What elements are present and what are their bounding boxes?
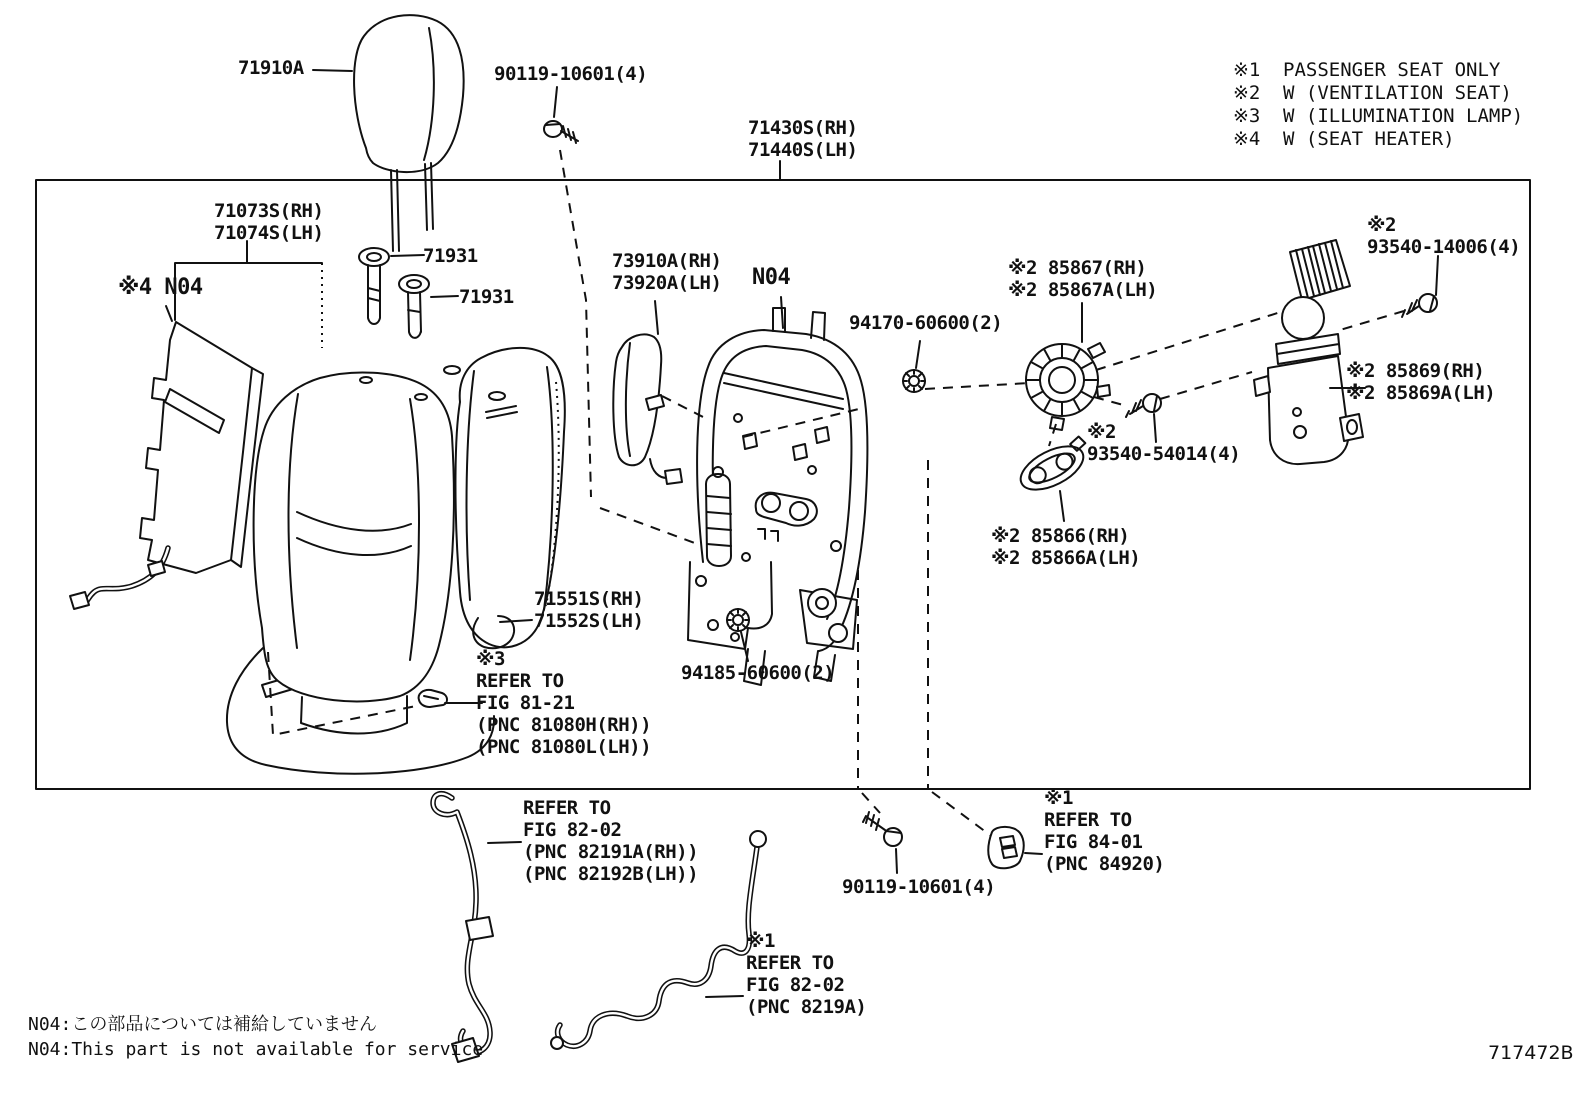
legend xyxy=(1233,59,1523,151)
label-71931-a: 71931 xyxy=(423,245,478,267)
headrest-drawing xyxy=(354,15,464,251)
label-85867: ※2 85867(RH) ※2 85867A(LH) xyxy=(1008,257,1158,301)
leader-71910A xyxy=(313,70,352,71)
leader-8202a xyxy=(488,842,521,843)
nut-94185-drawing xyxy=(727,609,749,631)
leader-94170 xyxy=(916,341,920,368)
label-71430S: 71430S(RH) 71440S(LH) xyxy=(748,117,858,161)
service-notes xyxy=(28,1012,483,1062)
leader-71931-a xyxy=(391,255,424,256)
leader-90119-bottom xyxy=(896,849,897,873)
leader-85866 xyxy=(1060,491,1064,521)
screw-54014-drawing xyxy=(1126,394,1161,417)
label-94185: 94185-60600(2) xyxy=(681,662,835,684)
leader-8202b xyxy=(706,996,743,997)
screw-14006-drawing xyxy=(1402,294,1437,317)
seat-frame-drawing xyxy=(688,308,867,685)
legend-row: ※4 W (SEAT HEATER) xyxy=(1233,128,1455,150)
legend-row: ※3 W (ILLUMINATION LAMP) xyxy=(1233,105,1524,127)
label-71073S: 71073S(RH) 71074S(LH) xyxy=(214,200,324,244)
legend-row: ※2 W (VENTILATION SEAT) xyxy=(1233,82,1512,104)
bolt-90119-bottom-drawing xyxy=(863,812,902,846)
label-ref-fig-81-21: ※3 REFER TO FIG 81-21 (PNC 81080H(RH)) (PNC 81080L(LH)) xyxy=(476,648,652,758)
note-english: N04:This part is not available for service xyxy=(28,1039,484,1060)
dash-bolt-top xyxy=(560,150,591,497)
nut-94170-drawing xyxy=(903,370,925,392)
label-85866: ※2 85866(RH) ※2 85866A(LH) xyxy=(991,525,1141,569)
figure-code: 717472B xyxy=(1488,1042,1574,1064)
leader-14006 xyxy=(1436,256,1438,295)
gasket-85866-drawing xyxy=(1014,434,1096,498)
blower-fan-drawing xyxy=(1026,343,1110,430)
duct-85869-drawing xyxy=(1254,240,1363,464)
label-90119-top: 90119-10601(4) xyxy=(494,63,648,85)
label-ref-fig-84-01: ※1 REFER TO FIG 84-01 (PNC 84920) xyxy=(1044,787,1165,875)
leader-90119-top xyxy=(554,87,557,117)
label-90119-bottom: 90119-10601(4) xyxy=(842,876,996,898)
leader-n04-heater xyxy=(166,306,172,321)
label-85869: ※2 85869(RH) ※2 85869A(LH) xyxy=(1346,360,1496,404)
clip-84920-drawing xyxy=(988,827,1024,868)
side-shield-drawing xyxy=(613,334,682,484)
bolt-90119-top-drawing xyxy=(544,121,578,143)
seatback-cushion-drawing xyxy=(227,372,494,773)
label-71551S: 71551S(RH) 71552S(LH) xyxy=(534,588,644,632)
label-94170: 94170-60600(2) xyxy=(849,312,1003,334)
leader-8401 xyxy=(1025,853,1042,854)
lamp-81080-drawing xyxy=(419,690,447,707)
note-japanese: N04:この部品については補給していません xyxy=(28,1014,377,1035)
heater-pad-drawing xyxy=(70,322,263,609)
label-n04-frame: N04 xyxy=(752,265,791,290)
label-93540-14006: ※2 93540-14006(4) xyxy=(1367,214,1521,258)
leader-71931-b xyxy=(431,296,458,297)
screw-71931-a xyxy=(359,248,389,324)
label-ref-fig-82-02-a: REFER TO FIG 82-02 (PNC 82191A(RH)) (PNC 82192B(LH)) xyxy=(523,797,699,885)
label-93540-54014: ※2 93540-54014(4) xyxy=(1087,421,1241,465)
label-71910A: 71910A xyxy=(238,57,304,79)
label-n04-heater: ※4 N04 xyxy=(118,275,203,300)
legend-row: ※1 PASSENGER SEAT ONLY xyxy=(1233,59,1501,81)
label-ref-fig-82-02-b: ※1 REFER TO FIG 82-02 (PNC 8219A) xyxy=(746,930,867,1018)
label-73910A: 73910A(RH) 73920A(LH) xyxy=(612,250,722,294)
label-71931-b: 71931 xyxy=(459,286,514,308)
leader-n04-frame xyxy=(781,297,783,328)
screw-71931-b xyxy=(399,275,429,338)
leader-73910A xyxy=(655,301,658,334)
